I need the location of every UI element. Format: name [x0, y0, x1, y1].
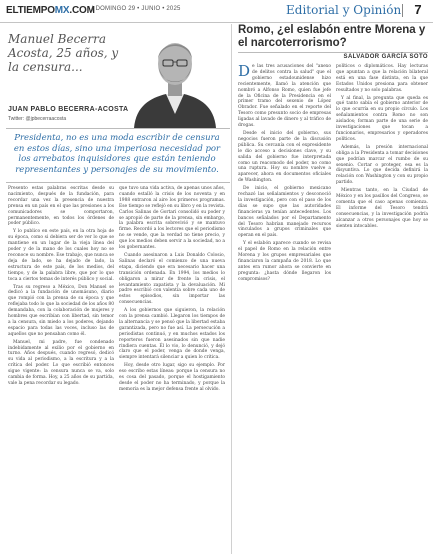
paragraph: Hoy, desde otro lugar, sigo su ejemplo. Por eso escribo estas líneas: porque la censura no es cosa del pasado, porque el hostigamiento desde el poder no ha terminado, y porque la memoria es la mejor defensa frente al olvido.	[119, 363, 225, 392]
paragraph-text: e las tres acusaciones del "anexo de delitos contra la salud" que el gobierno estadounidense hizo recientemente, llamó la atención que nombró a Alfonso Romo, quien fue jefe de la Oficina de la Presidencia en el primer tramo del sexenio de López Obrador. Fue señalado en el reporte del Tesoro como presunto socio de empresas ligadas al lavado de dinero y al tráfico de drogas.	[238, 64, 331, 129]
paragraph: Manuel, mi padre, fue condenado indebidamente al exilio por el gobierno en turno. Años después, cuando regresó, dedicó su vida al periodismo, a la escritura y a la crítica del poder. Lo que escribió entonces sigue vigente: la censura nunca se va, solo cambia de forma. Hoy, a 25 años de su partida, vale la pena recordar su legado.	[8, 339, 114, 386]
paragraph: De inicio, el gobierno mexicano rechazó las señalamientos y desconoció la investigación, pero con el paso de los días se supo que las autoridades financieras ya tenían antecedentes. Los bancos señalados por el Departamento del Tesoro habrían manejado recursos vinculados a grupos criminales que operan en el país.	[238, 186, 331, 239]
author-portrait-image	[126, 24, 224, 128]
paragraph: Y al final, la pregunta que queda es qué tanto sabía el gobierno anterior de lo que ocurría en su propio círculo. Los señalamientos contra Romo no son aislados; forman parte de una serie de investigaciones que tocan a funcionarios, empresarios y operadores políticos.	[336, 95, 428, 142]
page-header	[0, 0, 433, 23]
paragraph	[238, 64, 331, 129]
column-divider	[231, 24, 232, 554]
paragraph: Tras su regreso a México, Don Manuel se dedicó a la fundación de unomásuno, diario que rompió con la prensa de su época y que reflejaba todo lo que la sociedad de los años 80 demandaba, con la colaboración de mujeres y hombres que escribían con libertad, sin temor a la censura, sin miedo a los poderes, dejando espacio para todas las voces, incluso las de aquellos que no pensaban como él.	[8, 284, 114, 337]
divider	[238, 52, 428, 53]
right-article-column-1	[238, 64, 331, 285]
left-article-title: Manuel Becerra Acosta, 25 años, y la censura...	[8, 32, 119, 74]
paragraph: Además, la presión internacional obliga a la Presidenta a tomar decisiones que podrían marcar el rumbo de su sexenio. Cortar o proteger, esa es la disyuntiva. Lo que decida definirá la relación con Washington y con su propio partido.	[336, 144, 428, 186]
right-article-title: Romo, ¿el eslabón entre Morena y el narcoterrorismo?	[238, 24, 426, 49]
paragraph: Desde el inicio del gobierno, sus negocios fueron parte de la discusión pública. Su cercanía con el expresidente le dio acceso a decisiones clave, y su salida del gobierno fue interpretada como un reacomodo del poder, no como una ruptura. Hoy su nombre vuelve a aparecer, ahora en documentos oficiales de Washington.	[238, 130, 331, 184]
left-author-twitter[interactable]: Twitter: @jpbecerraacosta	[8, 116, 67, 122]
paragraph: A los gobiernos que siguieron, la relación con la prensa cambió. Llegaron los tiempos de la alternancia y se pensó que la libertad estaba garantizada, pero no fue así. La persecución a periodistas continuó, y en muchos estados los reporteros fueron asesinados sin que nadie rindiera cuentas. Él lo vio, lo denunció, y dejó claro que el poder, venga de donde venga, siempre intentará silenciar a quien lo critica.	[119, 308, 225, 361]
right-author-name: SALVADOR GARCÍA SOTO	[343, 54, 428, 60]
left-article-column-1	[8, 186, 114, 389]
masthead-logo[interactable]	[6, 5, 95, 16]
logo-mx: MX	[54, 5, 70, 16]
paragraph: Cuando asesinaron a Luis Donaldo Colosio, Salinas declaró el comienzo de una nueva etapa, diciendo que era necesario hacer una transición ordenada. En 1994, los medios lo obligaron a mirar de frente la crisis, el levantamiento zapatista y la devaluación. Mi padre escribió con valentía sobre cada uno de estos episodios, sin importar las consecuencias.	[119, 252, 225, 306]
divider	[6, 182, 230, 183]
drop-cap: D	[238, 62, 251, 80]
divider	[6, 128, 230, 129]
right-article-column-2	[336, 64, 428, 231]
paragraph: Mientras tanto, en la Ciudad de México y en los pasillos del Congreso, se comenta que el caso apenas comienza. El informe del Tesoro tendrá consecuencias, y la investigación podría alcanzar a otros personajes que hoy se sienten intocables.	[336, 188, 428, 229]
paragraph: Y el eslabón aparece cuando se revisa el papel de Romo en la relación entre Morena y los grupos empresariales que financiaron la campaña de 2018. Lo que antes era rumor ahora se convierte en pregunta: ¿hasta dónde llegaron los compromisos?	[238, 241, 331, 282]
left-article-column-2	[119, 186, 225, 395]
pull-quote: Presidenta, no es una moda escribir de censura en estos días, sino una imperiosa necesidad por los arrebatos inquisidores que están teniendo representantes y personajes de su movimiento.	[13, 133, 221, 175]
section-title: Editorial y Opinión	[286, 3, 402, 17]
author-portrait	[126, 24, 224, 128]
page-number: 7	[408, 2, 428, 18]
paragraph: Presento estas palabras escritas desde su nacimiento, después de la fundación, para recordar una vez la presencia de nuestra prensa en un país en el que las presiones a los comunicadores se comportaron, permanentemente, en todos los órdenes de poder público.	[8, 186, 114, 227]
paragraph: que tuvo una vida activa, de apenas unos años, cuando estalló la crisis de los noventa y en 1988 entraron al aire los primeros programas. Ese tiempo se reflejó en su libro y en la revista. Carlos Salinas de Gortari consolidó su poder y se apropió de parte de la prensa, sin embargo, la palabra escrita sobrevivió y se mantuvo firme. Recordó a los lectores que el periodismo no se vende, que la verdad no tiene precio, y que los medios deben servir a la sociedad, no a los gobernantes.	[119, 186, 225, 251]
logo-tld: .COM	[69, 5, 95, 16]
paragraph: políticos o diplomáticos. Hay lecturas que apuntan a que la relación bilateral está en una fase distinta, en la que Estados Unidos presiona para obtener resultados y no solo palabras.	[336, 64, 428, 93]
page-number-divider	[402, 4, 403, 17]
logo-main: ELTIEMPO	[6, 5, 55, 16]
left-author-name: JUAN PABLO BECERRA-ACOSTA	[8, 106, 129, 113]
issue-date: | DOMINGO 29 • JUNIO • 2025	[92, 6, 181, 12]
paragraph: Y lo publico en este país, en la otra hoja de su época, como si debiera ser de ver lo que se mantiene en un lugar de la vieja línea del poder y de la mano de los cuales hoy no se reconoce su nombre. Ese trabajo, que nunca se deja de lado, se ha dejado de lado, la estructura de este país, de los medios, del tiempo, y de la palabra libre, que por lo que toca a ciertos temas de interés público y social.	[8, 229, 114, 282]
